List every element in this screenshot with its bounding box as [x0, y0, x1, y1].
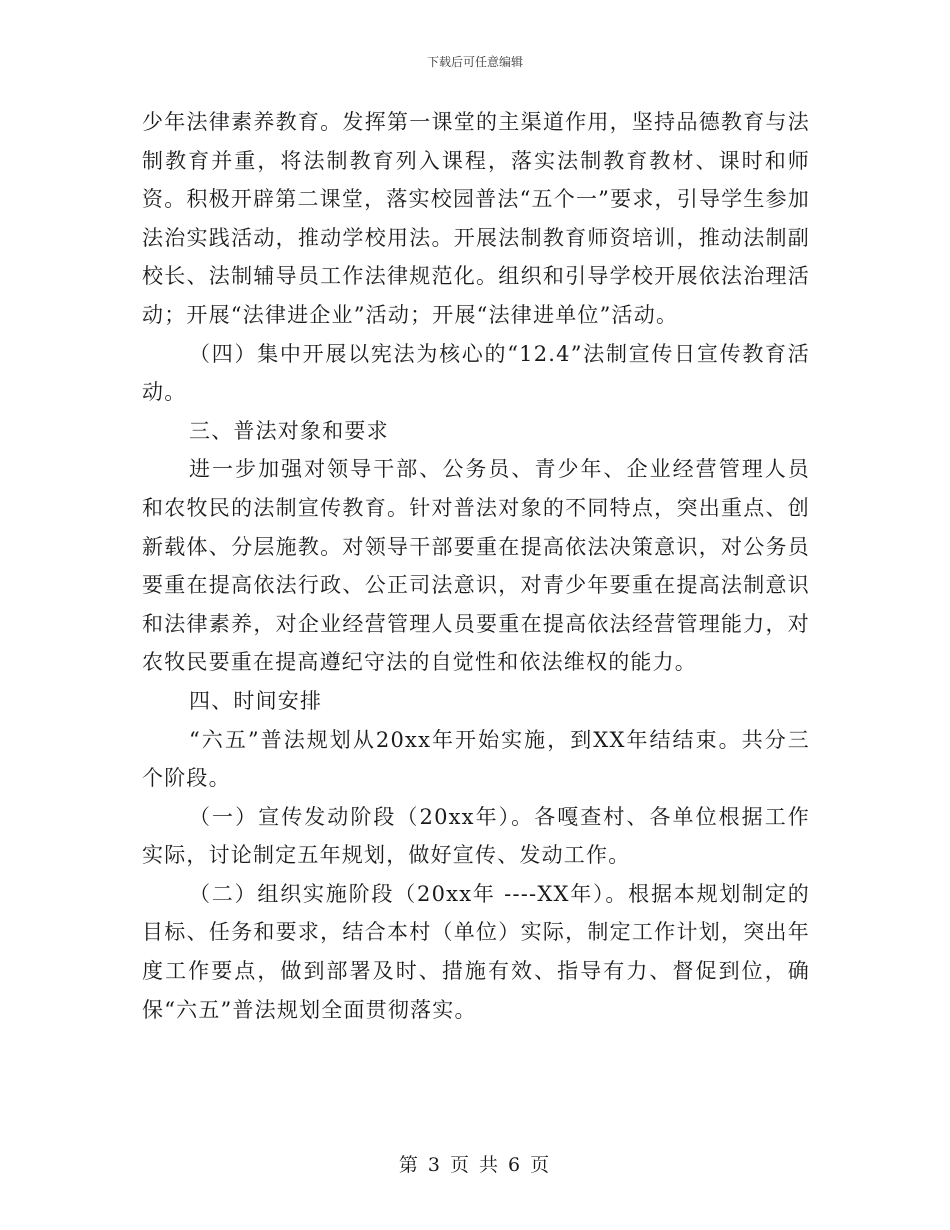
body-paragraph: 少年法律素养教育。发挥第一课堂的主渠道作用，坚持品德教育与法制教育并重，将法制教育列入课程，落实法制教育教材、课时和师资。积极开辟第二课堂，落实校园普法“五个一”要求，引导学生参加法治实践活动，推动学校用法。开展法制教育师资培训，推动法制副校长、法制辅导员工作法律规范化。组织和引导学校开展依法治理活动；开展“法律进企业”活动；开展“法律进单位”活动。 — [142, 110, 810, 327]
body-paragraph: 进一步加强对领导干部、公务员、青少年、企业经营管理人员和农牧民的法制宣传教育。针对普法对象的不同特点，突出重点、创新载体、分层施教。对领导干部要重在提高依法决策意识，对公务员要重在提高依法行政、公正司法意识，对青少年要重在提高法制意识和法律素养，对企业经营管理人员要重在提高依法经营管理能力，对农牧民要重在提高遵纪守法的自觉性和依法维权的能力。 — [142, 457, 810, 675]
page-number: 第 3 页 共 6 页 — [398, 1154, 552, 1176]
section-heading: 三、普法对象和要求 — [189, 418, 389, 443]
body-paragraph: “六五”普法规划从20xx年开始实施，到XX年结结束。共分三个阶段。 — [142, 727, 810, 791]
body-paragraph: （四）集中开展以宪法为核心的“12.4”法制宣传日宣传教育活动。 — [142, 341, 810, 405]
page-header-note: 下载后可任意编辑 — [426, 55, 523, 69]
body-paragraph: （二）组织实施阶段（20xx年 ----XX年）。根据本规划制定的目标、任务和要求，结合本村（单位）实际，制定工作计划，突出年度工作要点，做到部署及时、措施有效、指导有力、督促到位，确保“六五”普法规划全面贯彻落实。 — [142, 881, 810, 1022]
document-body — [142, 103, 810, 1029]
body-paragraph: （一）宣传发动阶段（20xx年）。各嘎查村、各单位根据工作实际，讨论制定五年规划，做好宣传、发动工作。 — [142, 804, 810, 868]
section-heading: 四、时间安排 — [189, 688, 323, 713]
